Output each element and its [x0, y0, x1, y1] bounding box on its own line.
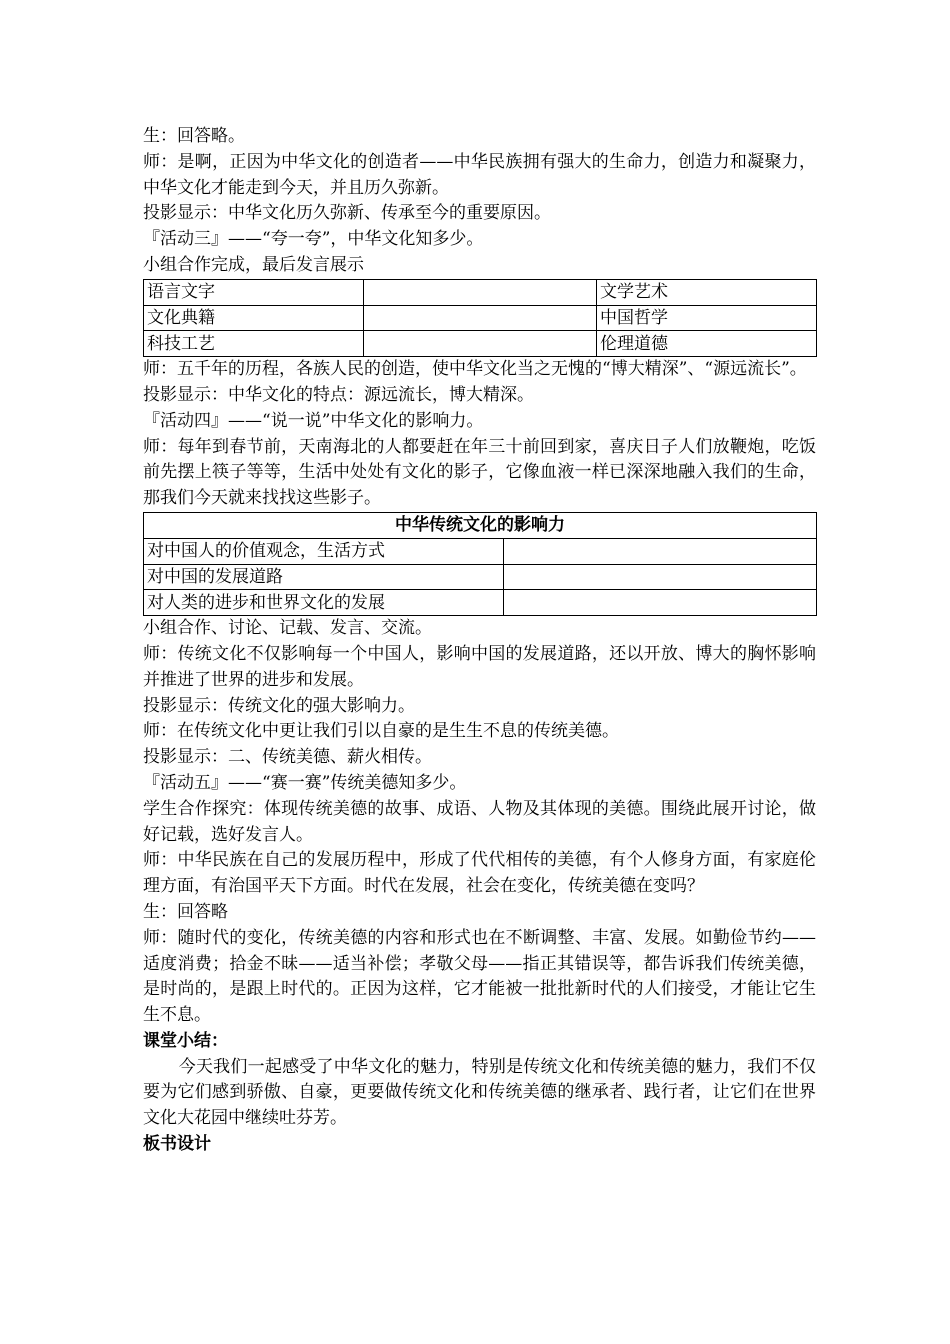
paragraph: 投影显示：中华文化历久弥新、传承至今的重要原因。 — [143, 203, 551, 224]
table-cell: 伦理道德 — [597, 331, 817, 357]
table-row — [144, 564, 817, 590]
table-cell: 科技工艺 — [144, 331, 364, 357]
table-header-row — [144, 512, 817, 538]
table-cell: 对中国的发展道路 — [144, 564, 504, 590]
paragraph: 『活动四』——“说一说”中华文化的影响力。 — [143, 410, 484, 431]
paragraph: 师：中华民族在自己的发展历程中，形成了代代相传的美德，有个人修身方面，有家庭伦理方面，有治国平天下方面。时代在发展，社会在变化，传统美德在变吗？ — [143, 850, 816, 897]
document-page — [143, 124, 816, 1158]
table-cell — [364, 331, 597, 357]
summary-heading: 课堂小结： — [143, 1030, 228, 1051]
table-cell — [504, 564, 817, 590]
table-cell — [364, 279, 597, 305]
summary-text: 今天我们一起感受了中华文化的魅力，特别是传统文化和传统美德的魅力，我们不仅要为它们感到骄傲、自豪，更要做传统文化和传统美德的继承者、践行者，让它们在世界文化大花园中继续吐芬芳。 — [143, 1056, 816, 1129]
table-cell: 文化典籍 — [144, 305, 364, 331]
table-cell: 文学艺术 — [597, 279, 817, 305]
paragraph: 师：是啊，正因为中华文化的创造者——中华民族拥有强大的生命力，创造力和凝聚力，中华文化才能走到今天，并且历久弥新。 — [143, 151, 816, 198]
paragraph: 小组合作、讨论、记载、发言、交流。 — [143, 618, 432, 639]
table-cell: 中国哲学 — [597, 305, 817, 331]
paragraph: 投影显示：传统文化的强大影响力。 — [143, 695, 415, 716]
paragraph: 投影显示：中华文化的特点：源远流长，博大精深。 — [143, 384, 534, 405]
table-row — [144, 331, 817, 357]
paragraph: 师：随时代的变化，传统美德的内容和形式也在不断调整、丰富、发展。如勤俭节约——适度消费；拾金不昧——适当补偿；孝敬父母——指正其错误等，都告诉我们传统美德，是时尚的，是跟上时代的。正因为这样，它才能被一批批新时代的人们接受，才能让它生生不息。 — [143, 927, 816, 1026]
paragraph: 师：五千年的历程，各族人民的创造，使中华文化当之无愧的“博大精深”、“源远流长”。 — [143, 359, 807, 380]
table-cell: 对人类的进步和世界文化的发展 — [144, 590, 504, 616]
culture-categories-table — [143, 279, 817, 357]
paragraph: 学生合作探究：体现传统美德的故事、成语、人物及其体现的美德。围绕此展开讨论，做好记载，选好发言人。 — [143, 798, 816, 845]
table-row — [144, 590, 817, 616]
influence-table — [143, 512, 817, 616]
table-cell — [504, 590, 817, 616]
paragraph: 师：每年到春节前，天南海北的人都要赶在年三十前回到家，喜庆日子人们放鞭炮，吃饭前先摆上筷子等等，生活中处处有文化的影子，它像血液一样已深深地融入我们的生命，那我们今天就来找找这些影子。 — [143, 436, 816, 509]
paragraph: 师：传统文化不仅影响每一个中国人，影响中国的发展道路，还以开放、博大的胸怀影响并推进了世界的进步和发展。 — [143, 643, 816, 690]
paragraph: 投影显示：二、传统美德、薪火相传。 — [143, 747, 432, 768]
table-row — [144, 279, 817, 305]
paragraph: 师：在传统文化中更让我们引以自豪的是生生不息的传统美德。 — [143, 721, 619, 742]
table-cell: 对中国人的价值观念，生活方式 — [144, 538, 504, 564]
paragraph: 『活动五』——“赛一赛”传统美德知多少。 — [143, 772, 467, 793]
paragraph: 『活动三』——“夸一夸”，中华文化知多少。 — [143, 229, 484, 250]
board-design-heading: 板书设计 — [143, 1134, 211, 1155]
table-cell — [364, 305, 597, 331]
table-row — [144, 305, 817, 331]
paragraph: 生：回答略 — [143, 901, 228, 922]
table-cell: 语言文字 — [144, 279, 364, 305]
table-cell — [504, 538, 817, 564]
paragraph: 小组合作完成，最后发言展示 — [143, 254, 364, 275]
table-row — [144, 538, 817, 564]
paragraph: 生：回答略。 — [143, 126, 245, 146]
table-header: 中华传统文化的影响力 — [144, 512, 817, 538]
